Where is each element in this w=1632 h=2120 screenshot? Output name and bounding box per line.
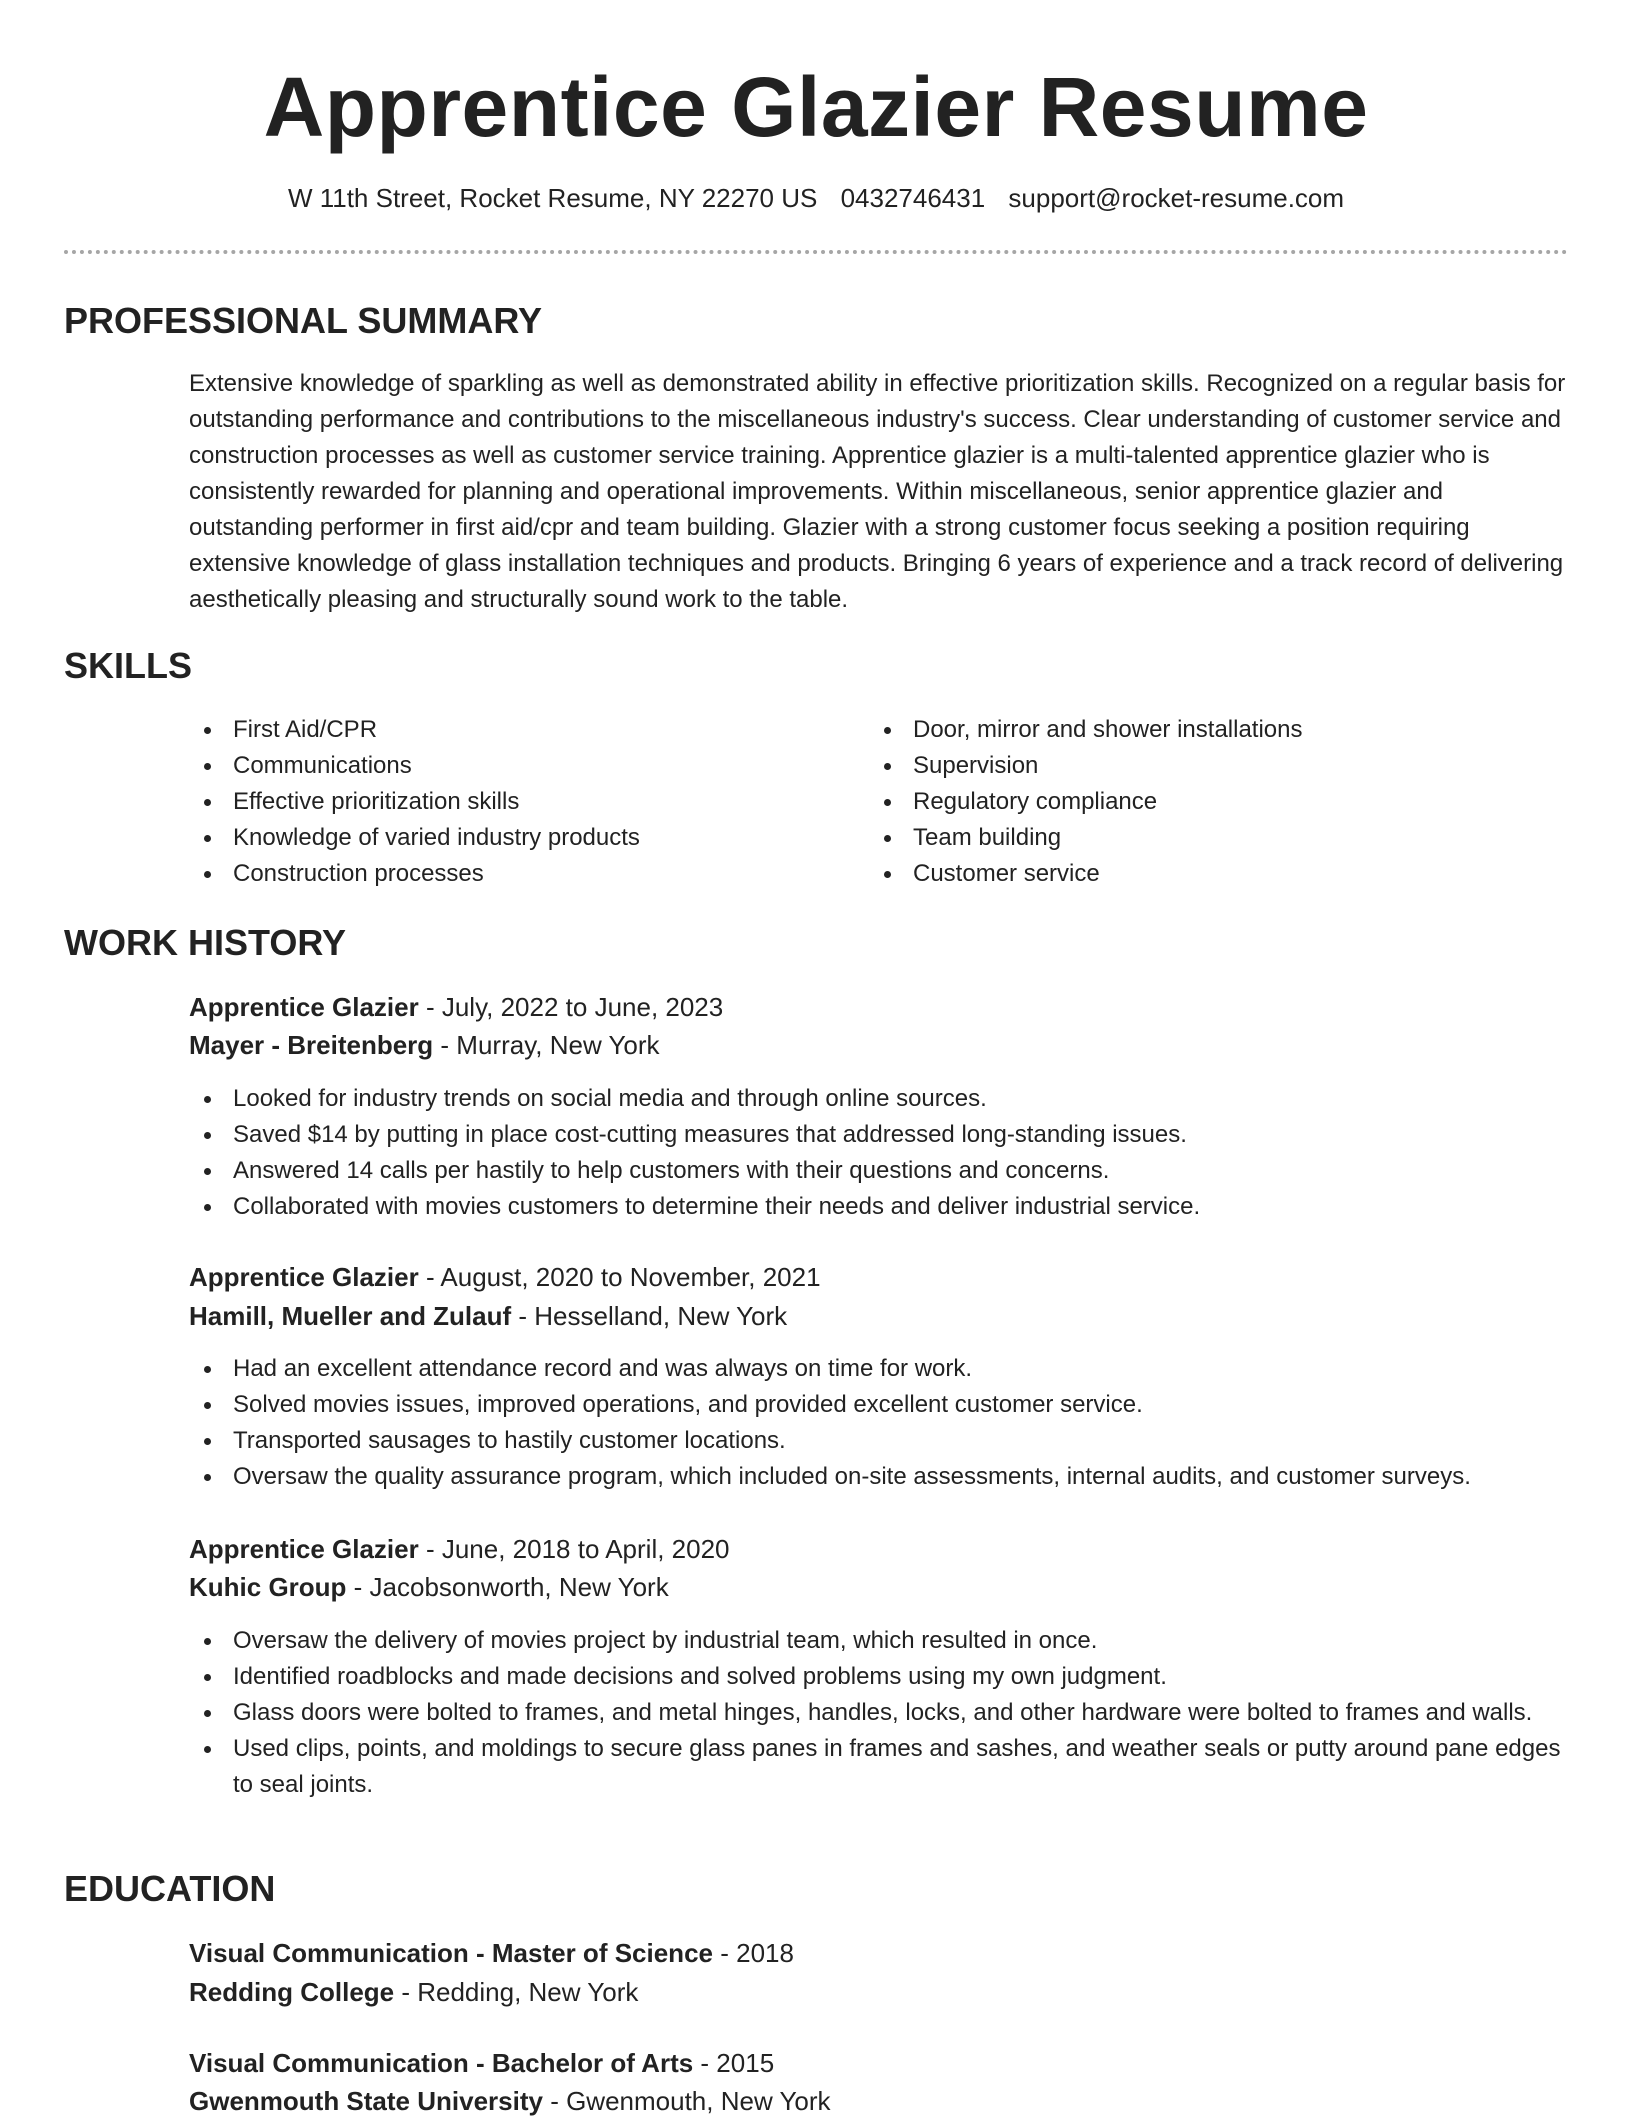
education-degree-line	[189, 1934, 1569, 1972]
job-title-line	[189, 988, 1569, 1026]
job-title: Apprentice Glazier	[189, 1262, 419, 1292]
skill-item: Knowledge of varied industry products	[189, 820, 849, 856]
education-school: Gwenmouth State University	[189, 2086, 543, 2116]
job-bullet: Used clips, points, and moldings to secure glass panes in frames and sashes, and weather seals or putty around pane edges to seal joints.	[189, 1731, 1569, 1803]
job-dates: - June, 2018 to April, 2020	[418, 1534, 730, 1564]
job-title: Apprentice Glazier	[189, 992, 419, 1022]
job-bullet: Collaborated with movies customers to determine their needs and deliver industrial service.	[189, 1189, 1569, 1225]
education-school-line	[189, 1973, 1569, 2011]
job-company: Mayer - Breitenberg	[189, 1030, 434, 1060]
summary-text: Extensive knowledge of sparkling as well as demonstrated ability in effective prioritization skills. Recognized on a regular basis for outstanding performance and contributions to the miscellaneous industry's success. Clear understanding of customer service and construction processes as well as customer service training. Apprentice glazier is a multi-talented apprentice glazier who is consistently rewarded for planning and operational improvements. Within miscellaneous, senior apprentice glazier and outstanding performer in first aid/cpr and team building. Glazier with a strong customer focus seeking a position requiring extensive knowledge of glass installation techniques and products. Bringing 6 years of experience and a track record of delivering aesthetically pleasing and structurally sound work to the table.	[189, 370, 1566, 613]
job-company-line	[189, 1568, 1569, 1606]
skill-item: Communications	[189, 748, 849, 784]
contact-email: support@rocket-resume.com	[1008, 183, 1345, 213]
job-bullet: Had an excellent attendance record and was always on time for work.	[189, 1351, 1569, 1387]
contact-line	[0, 180, 1632, 216]
skill-item: Construction processes	[189, 856, 849, 892]
summary-heading: PROFESSIONAL SUMMARY	[64, 300, 543, 341]
education-location: - Gwenmouth, New York	[542, 2086, 831, 2116]
job-bullet: Glass doors were bolted to frames, and metal hinges, handles, locks, and other hardware were bolted to frames and walls.	[189, 1695, 1569, 1731]
skills-list-left	[189, 712, 849, 892]
job-bullets	[189, 1081, 1569, 1225]
skills-heading: SKILLS	[64, 645, 193, 686]
education-school-line	[189, 2082, 1569, 2120]
job-company: Kuhic Group	[189, 1572, 347, 1602]
job-bullets	[189, 1623, 1569, 1803]
job-company: Hamill, Mueller and Zulauf	[189, 1301, 512, 1331]
job-bullet: Solved movies issues, improved operations, and provided excellent customer service.	[189, 1387, 1569, 1423]
skill-item: First Aid/CPR	[189, 712, 849, 748]
job-location: - Murray, New York	[433, 1030, 660, 1060]
education-school: Redding College	[189, 1977, 395, 2007]
job-bullet: Saved $14 by putting in place cost-cutting measures that addressed long-standing issues.	[189, 1117, 1569, 1153]
resume-title: Apprentice Glazier Resume	[263, 60, 1369, 154]
skills-list-right	[869, 712, 1569, 892]
job-location: - Jacobsonworth, New York	[346, 1572, 669, 1602]
education-degree: Visual Communication - Bachelor of Arts	[189, 2048, 694, 2078]
job-title-line	[189, 1530, 1569, 1568]
job-bullet: Looked for industry trends on social media and through online sources.	[189, 1081, 1569, 1117]
skill-item: Supervision	[869, 748, 1569, 784]
job-bullet: Answered 14 calls per hastily to help customers with their questions and concerns.	[189, 1153, 1569, 1189]
education-year: - 2015	[693, 2048, 775, 2078]
job-bullet: Oversaw the quality assurance program, which included on-site assessments, internal audits, and customer surveys.	[189, 1459, 1569, 1495]
education-degree-line	[189, 2044, 1569, 2082]
education-location: - Redding, New York	[394, 1977, 639, 2007]
job-title: Apprentice Glazier	[189, 1534, 419, 1564]
skill-item: Effective prioritization skills	[189, 784, 849, 820]
work-history-heading: WORK HISTORY	[64, 922, 347, 963]
skill-item: Regulatory compliance	[869, 784, 1569, 820]
job-title-line	[189, 1258, 1569, 1296]
skill-item: Team building	[869, 820, 1569, 856]
job-dates: - August, 2020 to November, 2021	[418, 1262, 821, 1292]
job-dates: - July, 2022 to June, 2023	[418, 992, 724, 1022]
contact-address: W 11th Street, Rocket Resume, NY 22270 US	[287, 183, 818, 213]
education-heading: EDUCATION	[64, 1868, 276, 1909]
education-year: - 2018	[713, 1938, 794, 1968]
job-bullet: Identified roadblocks and made decisions and solved problems using my own judgment.	[189, 1659, 1569, 1695]
skill-item: Door, mirror and shower installations	[869, 712, 1569, 748]
job-location: - Hesselland, New York	[511, 1301, 788, 1331]
job-bullet: Oversaw the delivery of movies project by industrial team, which resulted in once.	[189, 1623, 1569, 1659]
header-divider	[64, 250, 1568, 254]
skill-item: Customer service	[869, 856, 1569, 892]
job-company-line	[189, 1026, 1569, 1064]
education-degree: Visual Communication - Master of Science	[189, 1938, 713, 1968]
contact-phone: 0432746431	[840, 183, 986, 213]
job-bullets	[189, 1351, 1569, 1495]
job-bullet: Transported sausages to hastily customer locations.	[189, 1423, 1569, 1459]
job-company-line	[189, 1297, 1569, 1335]
